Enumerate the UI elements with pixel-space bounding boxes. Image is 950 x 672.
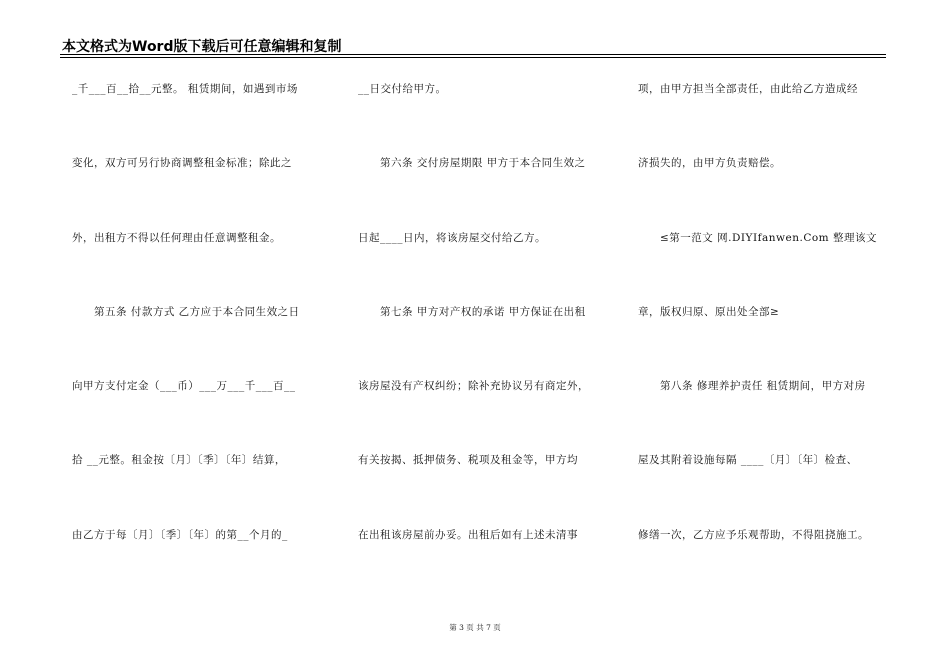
text-line: 济损失的，由甲方负责赔偿。 [638, 157, 781, 170]
text-line: 第七条 甲方对产权的承诺 甲方保证在出租 [358, 305, 586, 318]
page-number-footer: 第 3 页 共 7 页 [449, 623, 501, 632]
text-line: 第六条 交付房屋期限 甲方于本合同生效之 [358, 157, 586, 170]
text-line: 该房屋没有产权纠纷；除补充协议另有商定外， [358, 380, 589, 393]
text-line: 日起____日内，将该房屋交付给乙方。 [358, 231, 546, 244]
text-line: 外，出租方不得以任何理由任意调整租金。 [72, 231, 281, 244]
text-column-2 [358, 82, 608, 602]
text-column-3 [638, 82, 888, 602]
text-line: 修缮一次，乙方应予乐观帮助，不得阻挠施工。 [638, 528, 869, 541]
text-line: __日交付给甲方。 [358, 83, 447, 95]
text-line: 在出租该房屋前办妥。出租后如有上述未清事 [358, 528, 578, 541]
text-line: _千___百__拾__元整。 租赁期间，如遇到市场 [72, 83, 298, 95]
text-line: 第五条 付款方式 乙方应于本合同生效之日 [72, 305, 300, 318]
text-line: 拾 __元整。租金按〔月〕〔季〕〔年〕结算， [72, 454, 286, 467]
text-line: ≤第一范文 网.DIYIfanwen.Com 整理该文 [638, 231, 877, 244]
text-line: 有关按揭、抵押债务、税项及租金等，甲方均 [358, 454, 578, 467]
header-rule-top [60, 54, 886, 55]
text-line: 第八条 修理养护责任 租赁期间，甲方对房 [638, 380, 866, 393]
header-rule-bottom [60, 57, 886, 58]
text-line: 屋及其附着设施每隔 ____〔月〕〔年〕检查、 [638, 454, 858, 467]
text-line: 项，由甲方担当全部责任，由此给乙方造成经 [638, 83, 858, 95]
document-header-title: 本文格式为Word版下载后可任意编辑和复制 [62, 39, 342, 55]
text-line: 向甲方支付定金（___币）___万___千___百__ [72, 380, 296, 393]
text-line: 由乙方于每〔月〕〔季〕〔年〕的第__个月的_ [72, 528, 288, 541]
text-line: 章，版权归原、原出处全部≥ [638, 305, 780, 318]
text-column-1 [72, 82, 322, 602]
text-line: 变化，双方可另行协商调整租金标准；除此之 [72, 157, 292, 170]
